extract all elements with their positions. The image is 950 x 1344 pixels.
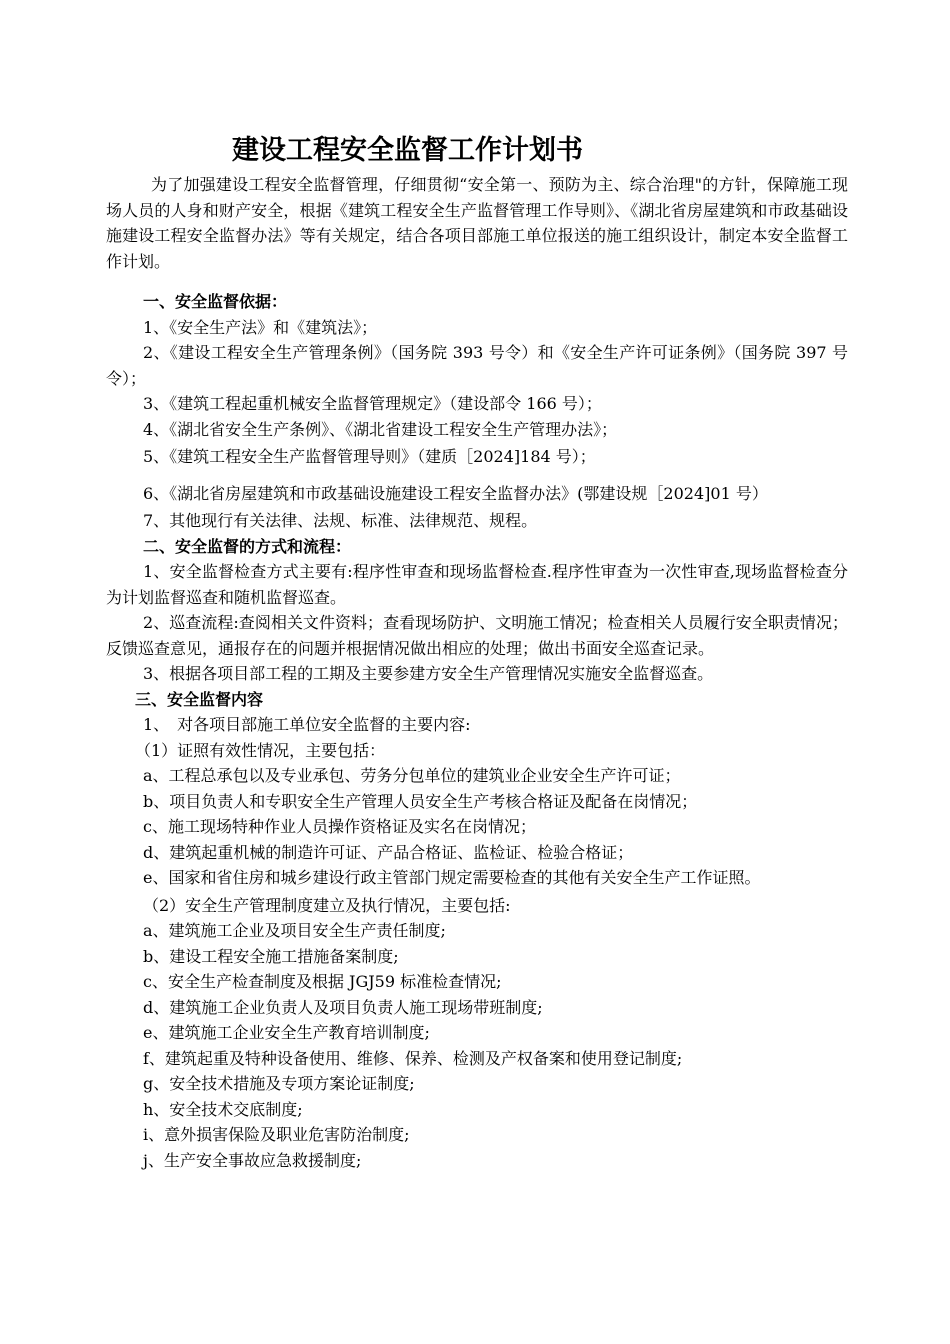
section3-sub1-item-a: a、工程总承包以及专业承包、劳务分包单位的建筑业企业安全生产许可证； — [143, 766, 681, 785]
section1-item-5: 5、《建筑工程安全生产监督管理导则》（建质［2024]184 号）； — [143, 447, 596, 466]
section3-line-1: 1、 对各项目部施工单位安全监督的主要内容: — [143, 715, 471, 734]
section3-sub2-heading: （2）安全生产管理制度建立及执行情况，主要包括: — [143, 895, 511, 915]
section3-sub1-heading: （1）证照有效性情况，主要包括： — [135, 740, 386, 760]
section3-sub2-item-h: h、安全技术交底制度; — [143, 1099, 303, 1119]
section2-heading: 二、安全监督的方式和流程： — [143, 536, 352, 556]
section3-sub1-item-d: d、建筑起重机械的制造许可证、产品合格证、监检证、检验合格证； — [143, 842, 634, 862]
section3-sub1-item-c: c、施工现场特种作业人员操作资格证及实名在岗情况； — [143, 817, 536, 836]
section3-sub2-item-d: d、建筑施工企业负责人及项目负责人施工现场带班制度; — [143, 997, 543, 1017]
section1-item-4: 4、《湖北省安全生产条例》、《湖北省建设工程安全生产管理办法》； — [143, 419, 618, 439]
section3-sub2-item-c: c、安全生产检查制度及根据 JGJ59 标准检查情况; — [143, 972, 502, 991]
section3-sub2-item-i: i、意外损害保险及职业危害防治制度; — [143, 1125, 410, 1144]
section1-item-2: 2、《建设工程安全生产管理条例》（国务院 393 号令）和《安全生产许可证条例》（国务院 397 号令）； — [106, 343, 848, 388]
section3-sub1-item-b: b、项目负责人和专职安全生产管理人员安全生产考核合格证及配备在岗情况； — [143, 791, 698, 811]
section1-item-3: 3、《建筑工程起重机械安全监督管理规定》（建设部令 166 号）； — [143, 394, 602, 413]
section1-item-1: 1、《安全生产法》和《建筑法》； — [143, 317, 378, 337]
section3-sub1-item-e: e、国家和省住房和城乡建设行政主管部门规定需要检查的其他有关安全生产工作证照。 — [143, 868, 761, 887]
document-body — [106, 172, 848, 1173]
section3-sub2-item-f: f、建筑起重及特种设备使用、维修、保养、检测及产权备案和使用登记制度; — [143, 1048, 683, 1068]
section3-sub2-item-b: b、建设工程安全施工措施备案制度; — [143, 946, 399, 966]
section2-item-2: 2、巡查流程:查阅相关文件资料；查看现场防护、文明施工情况；检查相关人员履行安全职责情况；反馈巡查意见，通报存在的问题并根据情况做出相应的处理；做出书面安全巡查记录。 — [106, 613, 848, 658]
section3-sub2-item-e: e、建筑施工企业安全生产教育培训制度; — [143, 1023, 430, 1042]
section2-item-3: 3、根据各项目部工程的工期及主要参建方安全生产管理情况实施安全监督巡查。 — [143, 664, 714, 683]
intro-paragraph: 为了加强建设工程安全监督管理，仔细贯彻“安全第一、预防为主、综合治理"的方针，保障施工现场人员的人身和财产安全，根据《建筑工程安全生产监督管理工作导则》、《湖北省房屋建筑和市政基础设施建设工程安全监督办法》等有关规定，结合各项目部施工单位报送的施工组织设计，制定本安全监督工作计划。 — [106, 175, 848, 271]
section2-item-1: 1、安全监督检查方式主要有:程序性审查和现场监督检查.程序性审查为一次性审查,现场监督检查分为计划监督巡查和随机监督巡查。 — [106, 562, 848, 607]
section3-sub2-item-g: g、安全技术措施及专项方案论证制度; — [143, 1074, 415, 1093]
section1-heading: 一、安全监督依据： — [143, 292, 288, 311]
section3-sub2-item-a: a、建筑施工企业及项目安全生产责任制度; — [143, 921, 446, 940]
document-title: 建设工程安全监督工作计划书 — [232, 135, 583, 166]
section1-item-7: 7、其他现行有关法律、法规、标准、法律规范、规程。 — [143, 511, 538, 530]
section3-heading: 三、安全监督内容 — [135, 689, 264, 709]
section1-item-6: 6、《湖北省房屋建筑和市政基础设施建设工程安全监督办法》(鄂建设规［2024]01 号） — [143, 483, 768, 503]
section3-sub2-item-j: j、生产安全事故应急救援制度; — [143, 1150, 362, 1170]
